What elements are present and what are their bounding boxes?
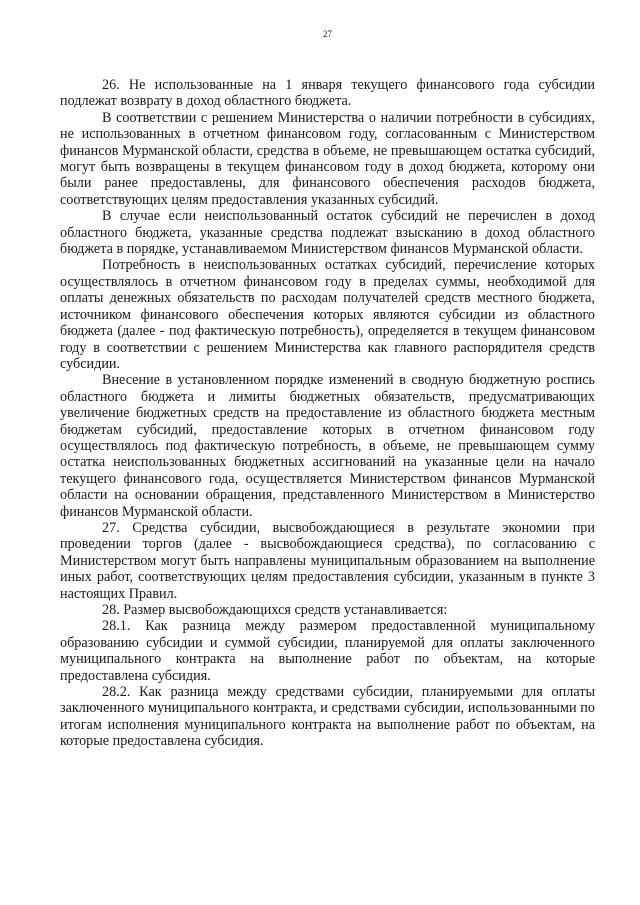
- page-number: 27: [323, 29, 332, 39]
- paragraph-28: 28. Размер высвобождающихся средств устанавливается:: [102, 602, 448, 618]
- paragraph-26-changes: Внесение в установленном порядке изменений в сводную бюджетную роспись областного бюджета и лимиты бюджетных обязательств, предусматривающих увеличение бюджетных средств на предоставление из областного бюджета местным бюджетам субсидий, предоставление которых в отчетном финансовом году осуществлялось под фактическую потребность, в объеме, не превышающем сумму остатка неиспользованных бюджетных ассигнований на указанные цели на начало текущего финансового года, осуществляется Министерством финансов Мурманской области на основании обращения, представленного Министерством в Министерство финансов Мурманской области.: [60, 372, 595, 520]
- paragraph-27: 27. Средства субсидии, высвобождающиеся в результате экономии при проведении торгов (далее - высвобождающиеся средства), по согласованию с Министерством могут быть направлены муниципальным образованием на выполнение иных работ, соответствующих целям предоставления субсидии, указанным в пункте 3 настоящих Правил.: [60, 519, 595, 602]
- paragraph-28-2: 28.2. Как разница между средствами субсидии, планируемыми для оплаты заключенного муниципального контракта, и средствами субсидии, использованными по итогам исполнения муниципального контракта на выполнение работ по объектам, на которые предоставлена субсидия.: [60, 684, 595, 750]
- paragraph-28-1: 28.1. Как разница между размером предоставленной муниципальному образованию субсидии и суммой субсидии, планируемой для оплаты заключенного муниципального контракта на выполнение работ по объектам, на которые предоставлена субсидия.: [60, 618, 595, 684]
- document-body: [60, 77, 595, 750]
- paragraph-26: 26. Не использованные на 1 января текущего финансового года субсидии подлежат возврату в доход областного бюджета.: [60, 77, 595, 110]
- paragraph-26-need: Потребность в неиспользованных остатках субсидий, перечисление которых осуществлялось в отчетном финансовом году в пределах суммы, необходимой для оплаты денежных обязательств по расходам получателей средств местного бюджета, источником финансового обеспечения которых являются субсидии из областного бюджета (далее - под фактическую потребность), определяется в текущем финансовом году в соответствии с решением Министерства как главного распорядителя средств субсидии.: [60, 257, 595, 372]
- paragraph-26-recovery: В случае если неиспользованный остаток субсидий не перечислен в доход областного бюджета, указанные средства подлежат взысканию в доход областного бюджета в порядке, устанавливаемом Министерством финансов Мурманской области.: [60, 208, 595, 258]
- paragraph-26-return: В соответствии с решением Министерства о наличии потребности в субсидиях, не использованных в отчетном финансовом году, согласованным с Министерством финансов Мурманской области, средства в объеме, не превышающем остатка субсидий, могут быть возвращены в текущем финансовом году в доход бюджета, которому они были ранее предоставлены, для финансового обеспечения расходов бюджета, соответствующих целям предоставления указанных субсидий.: [60, 109, 595, 208]
